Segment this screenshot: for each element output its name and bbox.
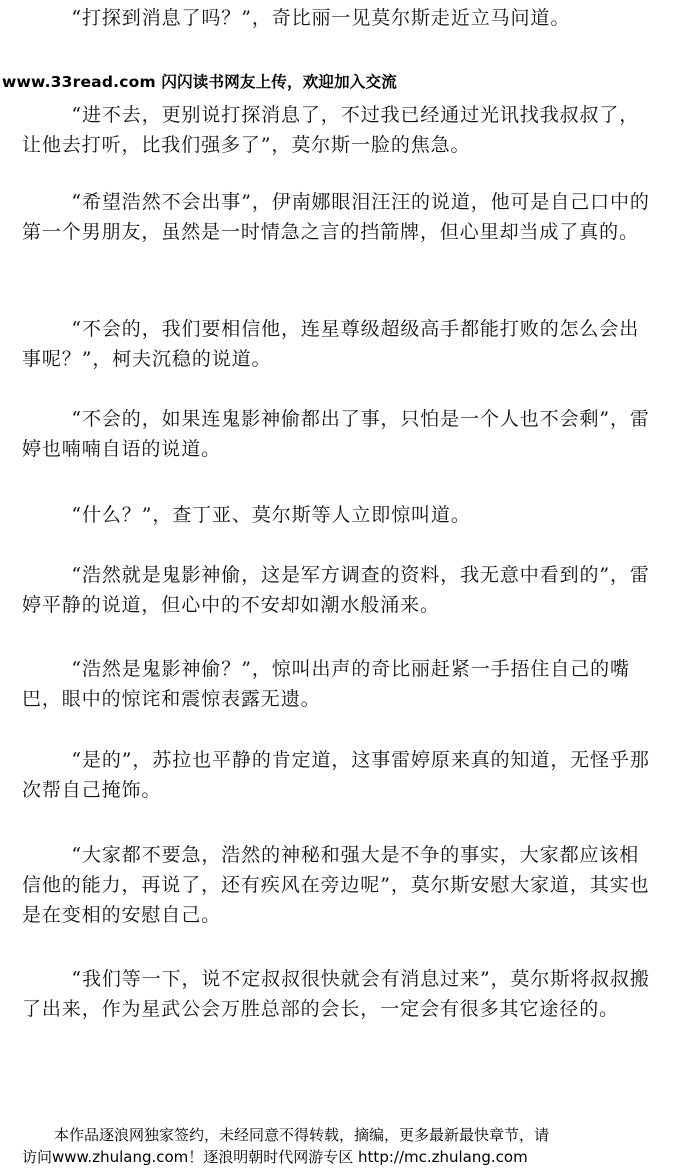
- footer-line-2[interactable]: 访问www.zhulang.com！逐浪明朝时代网游专区 http://mc.zhulang.com: [22, 1148, 528, 1166]
- paragraph-2: “进不去，更别说打探消息了，不过我已经通过光讯找我叔叔了，让他去打听，比我们强多了”，莫尔斯一脸的焦急。: [22, 104, 640, 156]
- paragraph-8: “浩然是鬼影神偷？”，惊叫出声的奇比丽赶紧一手捂住自己的嘴巴，眼中的惊诧和震惊表露无遗。: [22, 658, 630, 710]
- paragraph-11: “我们等一下，说不定叔叔很快就会有消息过来”，莫尔斯将叔叔搬了出来，作为星武公会万胜总部的会长，一定会有很多其它途径的。: [22, 968, 650, 1020]
- paragraph-7: “浩然就是鬼影神偷，这是军方调查的资料，我无意中看到的”，雷婷平静的说道，但心中的不安却如潮水般涌来。: [22, 564, 650, 616]
- paragraph-9: “是的”，苏拉也平静的肯定道，这事雷婷原来真的知道，无怪乎那次帮自己掩饰。: [22, 749, 650, 801]
- footer-line-1: 本作品逐浪网独家签约，未经同意不得转载，摘编，更多最新最快章节，请: [54, 1126, 550, 1144]
- site-banner: www.33read.com 闪闪读书网友上传，欢迎加入交流: [2, 73, 397, 91]
- paragraph-4: “不会的，我们要相信他，连星尊级超级高手都能打败的怎么会出事呢？”，柯夫沉稳的说道。: [22, 318, 640, 370]
- paragraph-10: “大家都不要急，浩然的神秘和强大是不争的事实，大家都应该相信他的能力，再说了，还有疾风在旁边呢”，莫尔斯安慰大家道，其实也是在变相的安慰自己。: [22, 844, 650, 926]
- paragraph-5: “不会的，如果连鬼影神偷都出了事，只怕是一个人也不会剩”，雷婷也喃喃自语的说道。: [22, 408, 650, 460]
- paragraph-6: “什么？”，查丁亚、莫尔斯等人立即惊叫道。: [71, 504, 471, 526]
- paragraph-1: “打探到消息了吗？”，奇比丽一见莫尔斯走近立马问道。: [71, 7, 571, 29]
- copyright-footer: [22, 1124, 662, 1168]
- paragraph-3: “希望浩然不会出事”，伊南娜眼泪汪汪的说道，他可是自己口中的第一个男朋友，虽然是一时情急之言的挡箭牌，但心里却当成了真的。: [22, 191, 650, 243]
